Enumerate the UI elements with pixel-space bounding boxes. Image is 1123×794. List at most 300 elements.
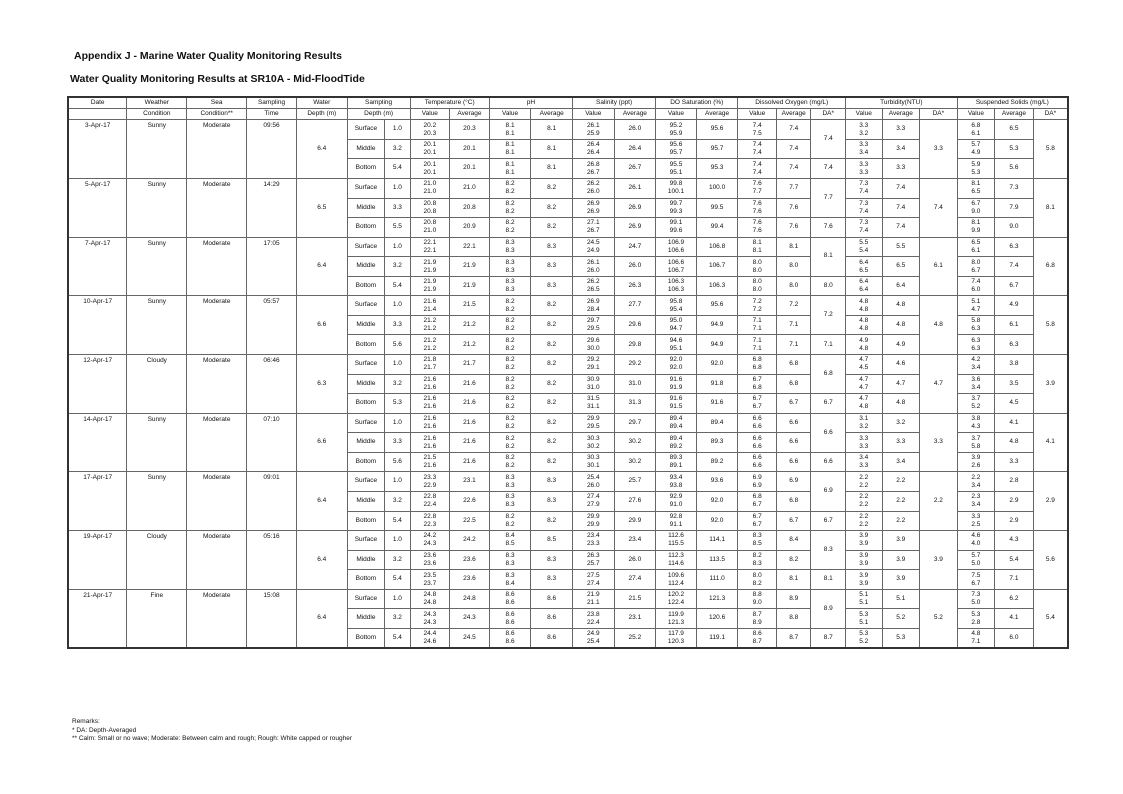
dissolved-oxygen-value: 6.6 — [752, 462, 762, 470]
ph-values-cell — [489, 237, 531, 257]
ph-value: 8.3 — [505, 266, 515, 274]
ph-average-cell: 8.6 — [531, 628, 573, 648]
ph-value: 8.2 — [505, 219, 515, 227]
dissolved-oxygen-da-cell: 6.8 — [811, 355, 846, 394]
water-depth-cell: 6.4 — [296, 589, 347, 648]
suspended-solids-average-cell: 5.6 — [995, 159, 1034, 179]
suspended-solids-value: 3.4 — [971, 383, 981, 391]
ph-average-cell: 8.2 — [531, 296, 573, 316]
salinity-values-cell — [572, 315, 614, 335]
suspended-solids-value: 5.1 — [971, 297, 981, 305]
header-cell: Sampling — [347, 97, 410, 109]
salinity-value: 25.4 — [586, 473, 600, 481]
depth-label-cell: Bottom — [347, 394, 385, 414]
dissolved-oxygen-average-cell: 6.7 — [776, 511, 811, 531]
sampling-depth-cell: 1.0 — [385, 355, 410, 375]
sampling-depth-cell: 3.2 — [385, 374, 410, 394]
ph-average-cell: 8.3 — [531, 550, 573, 570]
dissolved-oxygen-value: 7.6 — [752, 207, 762, 215]
depth-label-cell: Surface — [347, 531, 385, 551]
salinity-values-cell — [572, 276, 614, 296]
dissolved-oxygen-values-cell — [738, 628, 777, 648]
dissolved-oxygen-average-cell: 7.4 — [776, 120, 811, 140]
dissolved-oxygen-value: 7.4 — [752, 121, 762, 129]
salinity-value: 26.4 — [586, 149, 600, 157]
ph-value: 8.3 — [505, 238, 515, 246]
suspended-solids-average-cell: 3.3 — [995, 452, 1034, 472]
header-cell: Salinity (ppt) — [572, 97, 655, 109]
suspended-solids-average-cell: 2.9 — [995, 491, 1034, 511]
dissolved-oxygen-average-cell: 7.6 — [776, 218, 811, 238]
dissolved-oxygen-value: 8.3 — [752, 559, 762, 567]
turbidity-value: 5.2 — [859, 637, 869, 645]
do-saturation-values-cell — [656, 139, 697, 159]
turbidity-average-cell: 7.4 — [882, 218, 920, 238]
turbidity-average-cell: 3.3 — [882, 433, 920, 453]
sampling-depth-cell: 1.0 — [385, 589, 410, 609]
suspended-solids-average-cell: 7.4 — [995, 257, 1034, 277]
temperature-values-cell — [410, 491, 450, 511]
ph-value: 8.3 — [505, 481, 515, 489]
turbidity-value: 4.7 — [859, 356, 869, 364]
temperature-value: 21.9 — [423, 266, 437, 274]
do-saturation-value: 91.6 — [669, 375, 683, 383]
dissolved-oxygen-average-cell: 8.0 — [776, 257, 811, 277]
dissolved-oxygen-da-cell: 8.9 — [811, 589, 846, 628]
ph-value: 8.4 — [505, 532, 515, 540]
sampling-depth-cell: 3.3 — [385, 315, 410, 335]
turbidity-value: 4.7 — [859, 375, 869, 383]
dissolved-oxygen-bottom-da-cell: 7.4 — [811, 159, 846, 179]
subheader-cell: Depth (m) — [347, 109, 410, 120]
suspended-solids-value: 2.5 — [971, 520, 981, 528]
temperature-values-cell — [410, 335, 450, 355]
sampling-depth-cell: 3.2 — [385, 609, 410, 629]
turbidity-value: 4.8 — [859, 305, 869, 313]
temperature-average-cell: 22.5 — [450, 511, 490, 531]
turbidity-da-cell: 3.3 — [920, 120, 958, 179]
turbidity-value: 5.4 — [859, 246, 869, 254]
do-saturation-average-cell: 92.0 — [696, 511, 738, 531]
ph-average-cell: 8.3 — [531, 491, 573, 511]
do-saturation-average-cell: 106.8 — [696, 237, 738, 257]
salinity-value: 29.5 — [586, 423, 600, 431]
dissolved-oxygen-value: 6.7 — [752, 520, 762, 528]
sampling-depth-cell: 3.2 — [385, 139, 410, 159]
turbidity-value: 3.4 — [859, 454, 869, 462]
do-saturation-value: 91.0 — [669, 501, 683, 509]
turbidity-value: 3.3 — [859, 141, 869, 149]
suspended-solids-da-cell: 5.8 — [1033, 120, 1068, 179]
do-saturation-values-cell — [656, 394, 697, 414]
suspended-solids-average-cell: 6.1 — [995, 315, 1034, 335]
sampling-time-cell: 05:57 — [247, 296, 297, 355]
temperature-values-cell — [410, 296, 450, 316]
depth-label-cell: Bottom — [347, 159, 385, 179]
do-saturation-value: 106.3 — [667, 286, 685, 294]
salinity-average-cell: 26.7 — [614, 159, 656, 179]
turbidity-value: 6.4 — [859, 286, 869, 294]
ph-average-cell: 8.2 — [531, 433, 573, 453]
do-saturation-value: 89.4 — [669, 415, 683, 423]
turbidity-values-cell — [845, 491, 882, 511]
suspended-solids-average-cell: 7.1 — [995, 570, 1034, 590]
temperature-value: 22.1 — [423, 238, 437, 246]
depth-label-cell: Surface — [347, 178, 385, 198]
dissolved-oxygen-value: 7.4 — [752, 141, 762, 149]
suspended-solids-value: 6.3 — [971, 344, 981, 352]
subheader-cell: DA* — [1033, 109, 1068, 120]
dissolved-oxygen-value: 7.4 — [752, 160, 762, 168]
data-row — [68, 413, 1068, 433]
suspended-solids-value: 3.9 — [971, 454, 981, 462]
do-saturation-values-cell — [656, 198, 697, 218]
dissolved-oxygen-da-cell: 8.3 — [811, 531, 846, 570]
do-saturation-value: 100.1 — [667, 188, 685, 196]
dissolved-oxygen-value: 8.8 — [752, 591, 762, 599]
do-saturation-value: 92.0 — [669, 356, 683, 364]
weather-cell: Sunny — [127, 472, 187, 531]
do-saturation-values-cell — [656, 315, 697, 335]
header-cell: pH — [489, 97, 572, 109]
turbidity-values-cell — [845, 550, 882, 570]
dissolved-oxygen-average-cell: 6.8 — [776, 491, 811, 511]
depth-label-cell: Bottom — [347, 452, 385, 472]
temperature-values-cell — [410, 257, 450, 277]
suspended-solids-da-cell: 3.9 — [1033, 355, 1068, 414]
turbidity-average-cell: 3.3 — [882, 159, 920, 179]
turbidity-values-cell — [845, 218, 882, 238]
sampling-time-cell: 06:46 — [247, 355, 297, 414]
suspended-solids-value: 7.4 — [971, 278, 981, 286]
dissolved-oxygen-average-cell: 8.1 — [776, 237, 811, 257]
suspended-solids-values-cell — [957, 218, 995, 238]
turbidity-value: 4.9 — [859, 336, 869, 344]
temperature-values-cell — [410, 237, 450, 257]
ph-value: 8.2 — [505, 317, 515, 325]
temperature-values-cell — [410, 394, 450, 414]
ph-value: 8.3 — [505, 278, 515, 286]
do-saturation-value: 89.2 — [669, 442, 683, 450]
ph-value: 8.2 — [505, 512, 515, 520]
salinity-value: 26.3 — [586, 551, 600, 559]
dissolved-oxygen-value: 7.1 — [752, 325, 762, 333]
suspended-solids-value: 7.3 — [971, 591, 981, 599]
turbidity-average-cell: 3.9 — [882, 570, 920, 590]
ph-value: 8.2 — [505, 325, 515, 333]
suspended-solids-value: 4.0 — [971, 540, 981, 548]
depth-label-cell: Surface — [347, 589, 385, 609]
do-saturation-value: 106.9 — [667, 238, 685, 246]
dissolved-oxygen-bottom-da-cell: 8.1 — [811, 570, 846, 590]
suspended-solids-da-cell: 6.8 — [1033, 237, 1068, 296]
dissolved-oxygen-value: 6.6 — [752, 434, 762, 442]
temperature-value: 20.8 — [423, 207, 437, 215]
ph-value: 8.6 — [505, 629, 515, 637]
table-title: Water Quality Monitoring Results at SR10A - Mid-FloodTide — [70, 73, 365, 85]
ph-value: 8.3 — [505, 559, 515, 567]
sea-condition-cell: Moderate — [187, 178, 247, 237]
salinity-average-cell: 23.4 — [614, 531, 656, 551]
turbidity-value: 2.2 — [859, 493, 869, 501]
salinity-values-cell — [572, 452, 614, 472]
do-saturation-value: 92.8 — [669, 512, 683, 520]
salinity-values-cell — [572, 394, 614, 414]
date-cell: 12-Apr-17 — [68, 355, 127, 414]
suspended-solids-value: 2.2 — [971, 473, 981, 481]
sampling-time-cell: 05:16 — [247, 531, 297, 590]
sampling-depth-cell: 5.4 — [385, 159, 410, 179]
dissolved-oxygen-average-cell: 8.9 — [776, 589, 811, 609]
turbidity-values-cell — [845, 570, 882, 590]
dissolved-oxygen-values-cell — [738, 531, 777, 551]
turbidity-average-cell: 2.2 — [882, 491, 920, 511]
turbidity-value: 4.7 — [859, 383, 869, 391]
suspended-solids-value: 6.1 — [971, 129, 981, 137]
sampling-depth-cell: 1.0 — [385, 178, 410, 198]
water-quality-table — [67, 96, 1069, 649]
do-saturation-value: 95.9 — [669, 129, 683, 137]
sampling-depth-cell: 3.2 — [385, 491, 410, 511]
temperature-value: 22.8 — [423, 493, 437, 501]
ph-value: 8.2 — [505, 442, 515, 450]
salinity-average-cell: 26.3 — [614, 276, 656, 296]
do-saturation-average-cell: 99.5 — [696, 198, 738, 218]
dissolved-oxygen-value: 8.7 — [752, 637, 762, 645]
dissolved-oxygen-average-cell: 8.7 — [776, 628, 811, 648]
sampling-depth-cell: 1.0 — [385, 531, 410, 551]
turbidity-average-cell: 4.6 — [882, 355, 920, 375]
subheader-cell — [68, 109, 127, 120]
suspended-solids-values-cell — [957, 139, 995, 159]
dissolved-oxygen-value: 7.4 — [752, 168, 762, 176]
dissolved-oxygen-average-cell: 6.7 — [776, 394, 811, 414]
dissolved-oxygen-values-cell — [738, 198, 777, 218]
salinity-value: 26.4 — [586, 141, 600, 149]
temperature-value: 22.9 — [423, 481, 437, 489]
turbidity-value: 3.3 — [859, 160, 869, 168]
sampling-time-cell: 17:05 — [247, 237, 297, 296]
do-saturation-values-cell — [656, 452, 697, 472]
turbidity-da-cell: 5.2 — [920, 589, 958, 648]
dissolved-oxygen-value: 7.6 — [752, 199, 762, 207]
temperature-value: 21.2 — [423, 325, 437, 333]
depth-label-cell: Middle — [347, 491, 385, 511]
ph-average-cell: 8.2 — [531, 413, 573, 433]
suspended-solids-average-cell: 6.7 — [995, 276, 1034, 296]
salinity-average-cell: 26.9 — [614, 198, 656, 218]
dissolved-oxygen-average-cell: 7.1 — [776, 335, 811, 355]
sampling-depth-cell: 1.0 — [385, 120, 410, 140]
suspended-solids-values-cell — [957, 589, 995, 609]
dissolved-oxygen-average-cell: 7.2 — [776, 296, 811, 316]
date-cell: 7-Apr-17 — [68, 237, 127, 296]
salinity-values-cell — [572, 628, 614, 648]
turbidity-average-cell: 5.3 — [882, 628, 920, 648]
depth-label-cell: Bottom — [347, 628, 385, 648]
do-saturation-values-cell — [656, 335, 697, 355]
subheader-cell: Average — [450, 109, 490, 120]
turbidity-values-cell — [845, 296, 882, 316]
sampling-depth-cell: 1.0 — [385, 413, 410, 433]
temperature-value: 23.7 — [423, 579, 437, 587]
dissolved-oxygen-values-cell — [738, 218, 777, 238]
remark-calm: ** Calm: Small or no wave; Moderate: Between calm and rough; Rough: White capped or rougher — [72, 735, 353, 742]
date-cell: 21-Apr-17 — [68, 589, 127, 648]
turbidity-value: 6.4 — [859, 258, 869, 266]
dissolved-oxygen-values-cell — [738, 550, 777, 570]
suspended-solids-average-cell: 4.9 — [995, 296, 1034, 316]
salinity-value: 23.4 — [586, 532, 600, 540]
turbidity-values-cell — [845, 628, 882, 648]
turbidity-value: 5.1 — [859, 591, 869, 599]
temperature-average-cell: 21.2 — [450, 315, 490, 335]
ph-value: 8.2 — [505, 336, 515, 344]
ph-average-cell: 8.1 — [531, 159, 573, 179]
dissolved-oxygen-value: 8.3 — [752, 532, 762, 540]
ph-value: 8.3 — [505, 493, 515, 501]
weather-cell: Sunny — [127, 296, 187, 355]
salinity-value: 29.6 — [586, 336, 600, 344]
turbidity-average-cell: 3.4 — [882, 139, 920, 159]
suspended-solids-value: 6.8 — [971, 121, 981, 129]
dissolved-oxygen-value: 8.2 — [752, 551, 762, 559]
dissolved-oxygen-average-cell: 8.0 — [776, 276, 811, 296]
dissolved-oxygen-values-cell — [738, 472, 777, 492]
header-cell: Temperature (°C) — [410, 97, 489, 109]
dissolved-oxygen-value: 7.1 — [752, 317, 762, 325]
suspended-solids-value: 5.0 — [971, 559, 981, 567]
temperature-average-cell: 23.1 — [450, 472, 490, 492]
ph-average-cell: 8.2 — [531, 511, 573, 531]
date-cell: 3-Apr-17 — [68, 120, 127, 179]
temperature-average-cell: 21.5 — [450, 296, 490, 316]
salinity-average-cell: 29.9 — [614, 511, 656, 531]
dissolved-oxygen-value: 8.0 — [752, 258, 762, 266]
salinity-value: 26.1 — [586, 258, 600, 266]
salinity-values-cell — [572, 257, 614, 277]
temperature-values-cell — [410, 589, 450, 609]
dissolved-oxygen-values-cell — [738, 452, 777, 472]
ph-value: 8.2 — [505, 415, 515, 423]
depth-label-cell: Middle — [347, 315, 385, 335]
date-cell: 19-Apr-17 — [68, 531, 127, 590]
dissolved-oxygen-value: 7.6 — [752, 227, 762, 235]
do-saturation-values-cell — [656, 296, 697, 316]
turbidity-values-cell — [845, 511, 882, 531]
salinity-values-cell — [572, 550, 614, 570]
turbidity-average-cell: 3.4 — [882, 452, 920, 472]
turbidity-value: 4.8 — [859, 403, 869, 411]
do-saturation-values-cell — [656, 120, 697, 140]
suspended-solids-value: 3.4 — [971, 501, 981, 509]
dissolved-oxygen-average-cell: 8.2 — [776, 550, 811, 570]
do-saturation-value: 92.9 — [669, 493, 683, 501]
weather-cell: Cloudy — [127, 355, 187, 414]
ph-value: 8.2 — [505, 356, 515, 364]
suspended-solids-value: 4.8 — [971, 629, 981, 637]
depth-label-cell: Surface — [347, 296, 385, 316]
do-saturation-value: 120.3 — [667, 637, 685, 645]
turbidity-values-cell — [845, 609, 882, 629]
turbidity-average-cell: 5.2 — [882, 609, 920, 629]
dissolved-oxygen-values-cell — [738, 257, 777, 277]
ph-value: 8.2 — [505, 180, 515, 188]
dissolved-oxygen-average-cell: 7.4 — [776, 139, 811, 159]
temperature-average-cell: 24.3 — [450, 609, 490, 629]
do-saturation-average-cell: 89.3 — [696, 433, 738, 453]
ph-average-cell: 8.3 — [531, 570, 573, 590]
temperature-value: 21.6 — [423, 423, 437, 431]
turbidity-value: 2.2 — [859, 481, 869, 489]
salinity-average-cell: 29.7 — [614, 413, 656, 433]
dissolved-oxygen-value: 6.6 — [752, 442, 762, 450]
dissolved-oxygen-value: 8.0 — [752, 571, 762, 579]
ph-value: 8.2 — [505, 199, 515, 207]
salinity-value: 27.1 — [586, 219, 600, 227]
do-saturation-average-cell: 89.2 — [696, 452, 738, 472]
sampling-time-cell: 14:29 — [247, 178, 297, 237]
dissolved-oxygen-value: 8.2 — [752, 579, 762, 587]
dissolved-oxygen-bottom-da-cell: 8.7 — [811, 628, 846, 648]
temperature-value: 21.6 — [423, 395, 437, 403]
turbidity-average-cell: 5.1 — [882, 589, 920, 609]
do-saturation-average-cell: 89.4 — [696, 413, 738, 433]
header-cell: Dissolved Oxygen (mg/L) — [738, 97, 846, 109]
dissolved-oxygen-values-cell — [738, 589, 777, 609]
do-saturation-average-cell: 100.0 — [696, 178, 738, 198]
turbidity-average-cell: 4.8 — [882, 315, 920, 335]
temperature-average-cell: 20.1 — [450, 139, 490, 159]
salinity-value: 26.5 — [586, 286, 600, 294]
sampling-time-cell: 09:56 — [247, 120, 297, 179]
dissolved-oxygen-value: 6.9 — [752, 481, 762, 489]
sampling-depth-cell: 5.5 — [385, 218, 410, 238]
turbidity-average-cell: 6.5 — [882, 257, 920, 277]
sea-condition-cell: Moderate — [187, 120, 247, 179]
sea-condition-cell: Moderate — [187, 531, 247, 590]
suspended-solids-average-cell: 7.3 — [995, 178, 1034, 198]
suspended-solids-values-cell — [957, 491, 995, 511]
temperature-values-cell — [410, 570, 450, 590]
do-saturation-value: 106.7 — [667, 266, 685, 274]
temperature-value: 21.9 — [423, 258, 437, 266]
ph-average-cell: 8.2 — [531, 315, 573, 335]
turbidity-value: 3.9 — [859, 559, 869, 567]
suspended-solids-average-cell: 5.4 — [995, 550, 1034, 570]
remarks-title: Remarks: — [72, 718, 100, 725]
temperature-value: 24.8 — [423, 591, 437, 599]
ph-value: 8.3 — [505, 246, 515, 254]
salinity-value: 26.9 — [586, 199, 600, 207]
turbidity-value: 6.5 — [859, 266, 869, 274]
ph-average-cell: 8.5 — [531, 531, 573, 551]
ph-values-cell — [489, 531, 531, 551]
ph-values-cell — [489, 491, 531, 511]
suspended-solids-values-cell — [957, 296, 995, 316]
ph-values-cell — [489, 589, 531, 609]
ph-values-cell — [489, 570, 531, 590]
temperature-value: 20.1 — [423, 141, 437, 149]
salinity-value: 29.2 — [586, 356, 600, 364]
remarks — [72, 718, 352, 744]
dissolved-oxygen-da-cell: 7.7 — [811, 178, 846, 217]
salinity-values-cell — [572, 609, 614, 629]
sampling-depth-cell: 5.4 — [385, 511, 410, 531]
temperature-value: 24.4 — [423, 629, 437, 637]
turbidity-value: 7.3 — [859, 219, 869, 227]
salinity-average-cell: 26.0 — [614, 120, 656, 140]
